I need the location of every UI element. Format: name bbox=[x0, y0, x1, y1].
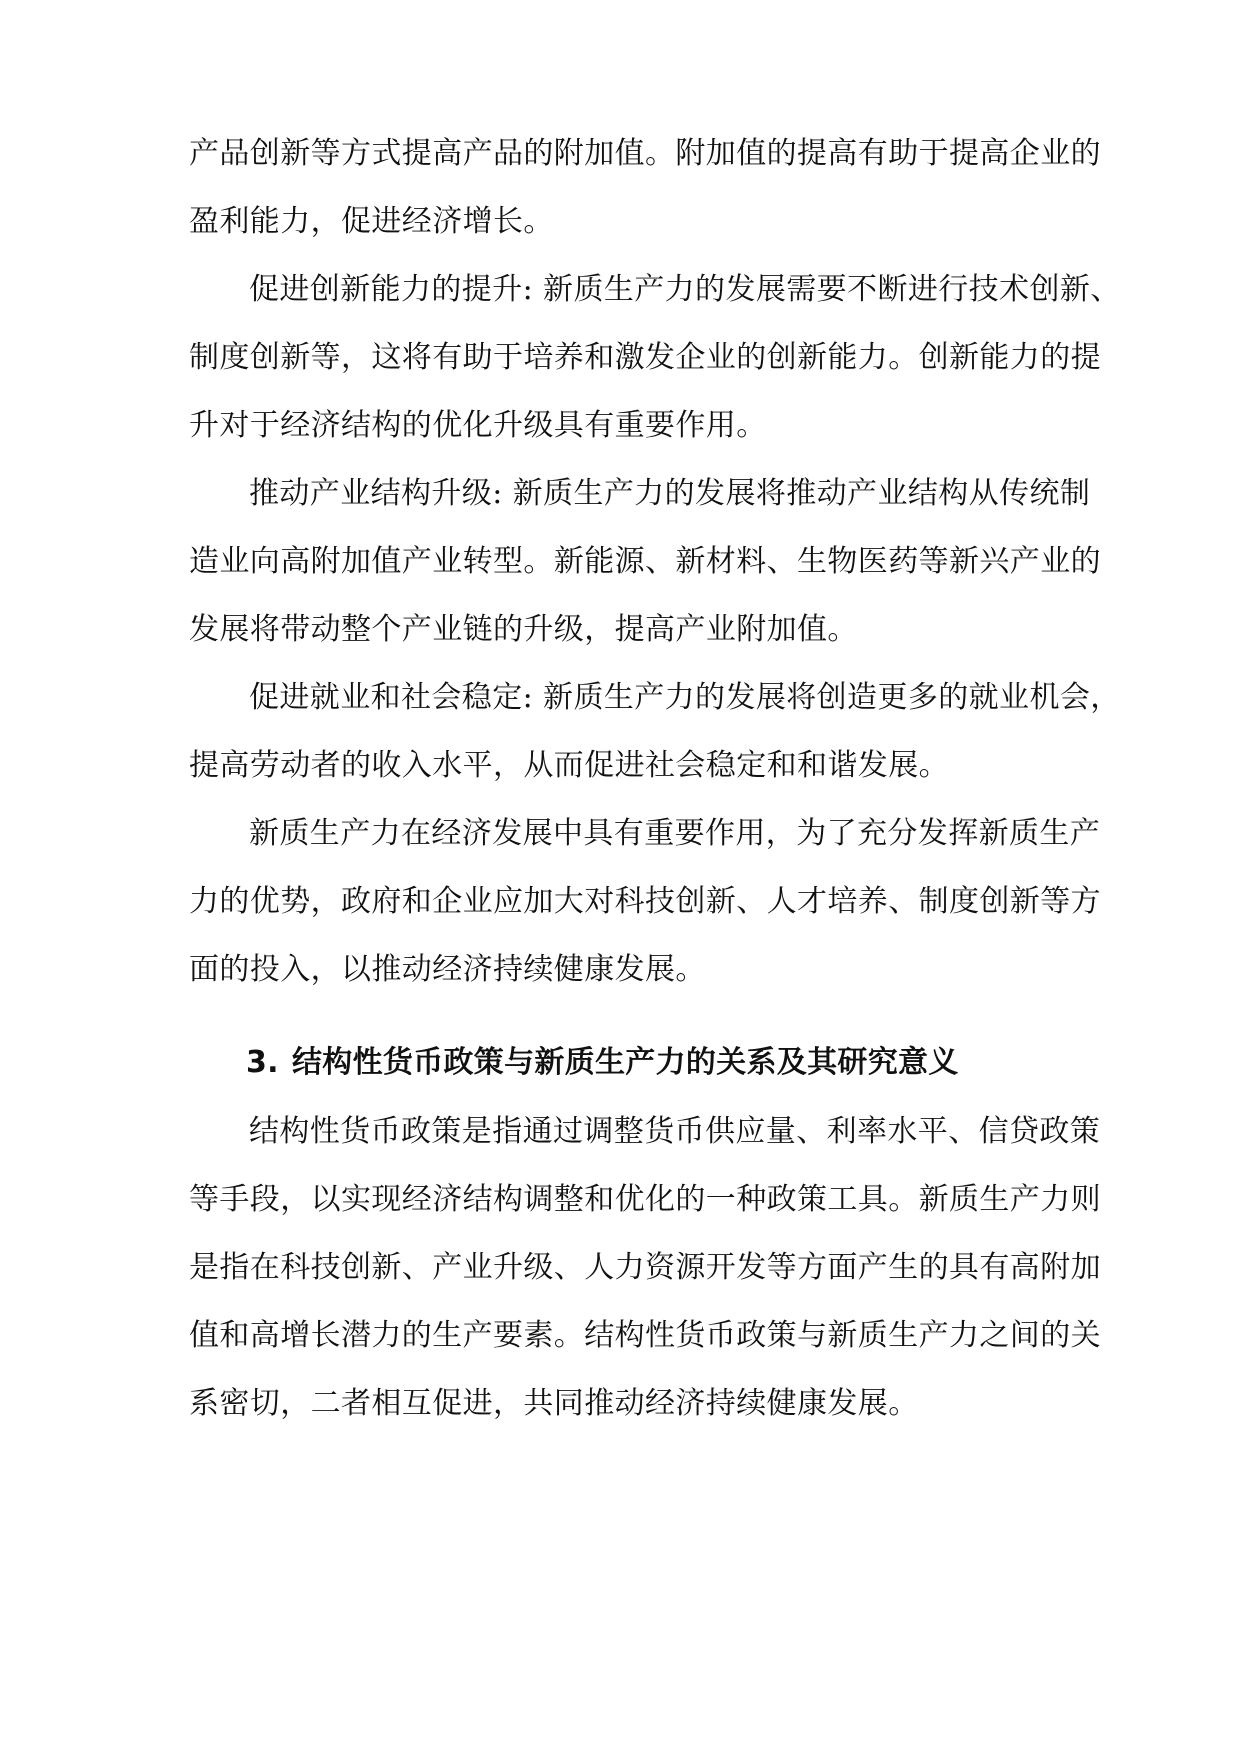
section-title: 结构性货币政策与新质生产力的关系及其研究意义 bbox=[292, 1045, 959, 1080]
body-text-line: 面的投入，以推动经济持续健康发展。 bbox=[189, 952, 706, 987]
body-text-line: 造业向高附加值产业转型。新能源、新材料、生物医药等新兴产业的 bbox=[189, 544, 1101, 579]
body-text-line: 推动产业结构升级: 新质生产力的发展将推动产业结构从传统制 bbox=[249, 476, 1091, 511]
section-heading bbox=[246, 1043, 1046, 1083]
body-text-line: 制度创新等，这将有助于培养和激发企业的创新能力。创新能力的提 bbox=[189, 340, 1101, 375]
body-text-line: 力的优势，政府和企业应加大对科技创新、人才培养、制度创新等方 bbox=[189, 884, 1101, 919]
body-text-line: 产品创新等方式提高产品的附加值。附加值的提高有助于提高企业的 bbox=[189, 136, 1101, 171]
body-text-line: 新质生产力在经济发展中具有重要作用，为了充分发挥新质生产 bbox=[249, 816, 1101, 851]
body-text-line: 升对于经济结构的优化升级具有重要作用。 bbox=[189, 408, 767, 443]
body-text-line: 等手段，以实现经济结构调整和优化的一种政策工具。新质生产力则 bbox=[189, 1182, 1101, 1217]
body-text-line: 提高劳动者的收入水平，从而促进社会稳定和和谐发展。 bbox=[189, 748, 949, 783]
body-text-line: 是指在科技创新、产业升级、人力资源开发等方面产生的具有高附加 bbox=[189, 1250, 1101, 1285]
body-text-line: 系密切，二者相互促进，共同推动经济持续健康发展。 bbox=[189, 1386, 919, 1421]
body-text-line: 发展将带动整个产业链的升级，提高产业附加值。 bbox=[189, 612, 858, 647]
body-text-line: 促进就业和社会稳定: 新质生产力的发展将创造更多的就业机会， bbox=[249, 680, 1121, 715]
section-number: 3. bbox=[246, 1045, 279, 1080]
body-text-line: 值和高增长潜力的生产要素。结构性货币政策与新质生产力之间的关 bbox=[189, 1318, 1101, 1353]
body-text-line: 促进创新能力的提升: 新质生产力的发展需要不断进行技术创新、 bbox=[249, 272, 1121, 307]
body-text-line: 结构性货币政策是指通过调整货币供应量、利率水平、信贷政策 bbox=[249, 1114, 1101, 1149]
body-text-line: 盈利能力，促进经济增长。 bbox=[189, 204, 554, 239]
